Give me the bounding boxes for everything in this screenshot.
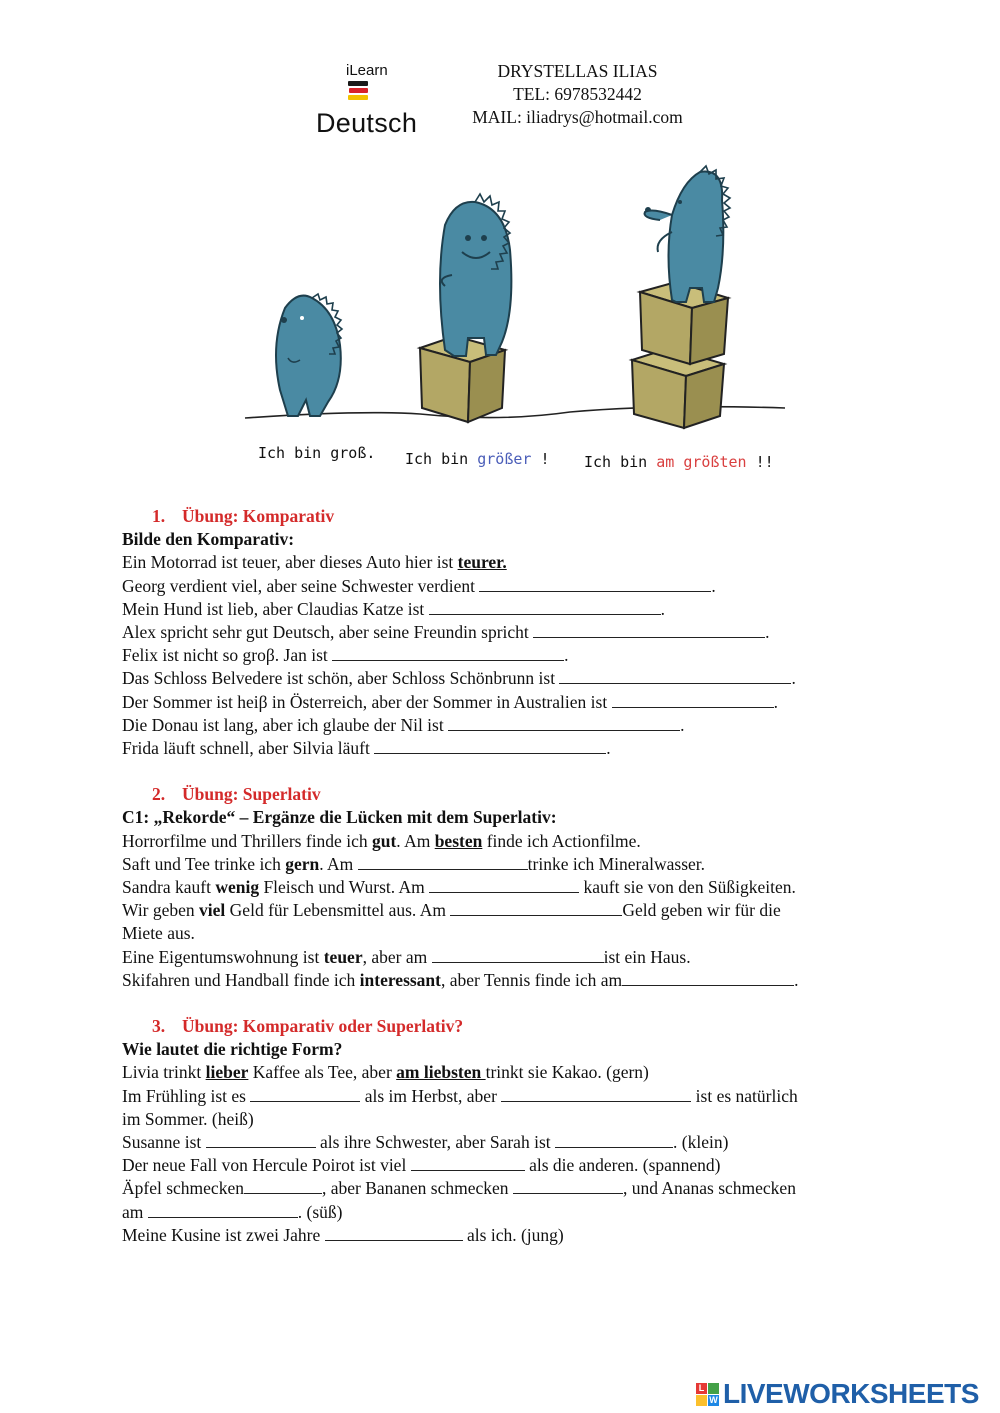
answer-blank[interactable] bbox=[429, 600, 661, 615]
answer-blank[interactable] bbox=[479, 577, 711, 592]
answer-blank[interactable] bbox=[411, 1156, 525, 1171]
caption-superlative-suffix: !! bbox=[746, 453, 774, 471]
middle-hedgehog-icon bbox=[440, 194, 511, 356]
item-text: trinke ich Mineralwasser. bbox=[527, 853, 706, 874]
book-stack-icon bbox=[348, 81, 368, 102]
item-text: Georg verdient viel, aber seine Schwester verdient bbox=[122, 575, 480, 596]
item-text: Geld geben wir für die bbox=[622, 900, 781, 921]
ilearn-deutsch-logo bbox=[316, 62, 428, 140]
item-punctuation: . bbox=[680, 714, 685, 735]
exercise-2-item bbox=[122, 969, 922, 992]
exercise-1-title: Übung: Komparativ bbox=[182, 506, 335, 526]
contact-tel: TEL: 6978532442 bbox=[513, 84, 642, 104]
contact-mail: MAIL: iliadrys@hotmail.com bbox=[472, 107, 683, 127]
item-keyword: wenig bbox=[215, 877, 260, 898]
caption-comparative-prefix: Ich bin bbox=[405, 450, 478, 468]
logo-cell-l: L bbox=[696, 1383, 707, 1394]
answer-blank[interactable] bbox=[250, 1087, 360, 1102]
item-text: trinkt sie Kakao. (gern) bbox=[485, 1062, 649, 1083]
exercise-3-item bbox=[122, 1085, 922, 1108]
exercise-1-item bbox=[122, 575, 922, 598]
exercise-1-heading bbox=[122, 505, 922, 528]
answer-blank[interactable] bbox=[622, 971, 794, 986]
logo-top-text: iLearn bbox=[346, 62, 388, 79]
caption-superlative bbox=[584, 453, 774, 471]
answer-blank[interactable] bbox=[358, 855, 528, 870]
exercise-2-item bbox=[122, 853, 922, 876]
answer-blank[interactable] bbox=[555, 1133, 673, 1148]
answer-blank[interactable] bbox=[325, 1226, 463, 1241]
example-answer: am liebsten bbox=[396, 1062, 486, 1083]
item-text: Alex spricht sehr gut Deutsch, aber seine Freundin spricht bbox=[122, 622, 534, 643]
item-keyword: interessant bbox=[359, 969, 441, 990]
answer-blank[interactable] bbox=[374, 739, 606, 754]
exercise-2-heading bbox=[122, 783, 922, 806]
answer-blank[interactable] bbox=[559, 669, 791, 684]
answer-blank[interactable] bbox=[450, 901, 622, 916]
logo-cell-w: W bbox=[709, 1395, 718, 1405]
item-punctuation: . bbox=[660, 598, 666, 619]
item-text: . (klein) bbox=[673, 1132, 729, 1153]
caption-superlative-word: am größten bbox=[656, 453, 747, 471]
exercise-3-example bbox=[122, 1061, 922, 1084]
item-text: , aber Bananen schmecken bbox=[321, 1178, 513, 1199]
caption-superlative-prefix: Ich bin bbox=[584, 453, 657, 471]
item-text: Horrorfilme und Thrillers finde ich bbox=[122, 830, 372, 851]
item-text: als im Herbst, aber bbox=[360, 1085, 502, 1106]
exercise-2-item bbox=[122, 830, 922, 853]
item-text: Eine Eigentumswohnung ist bbox=[122, 946, 324, 967]
item-punctuation: . bbox=[711, 575, 716, 596]
liveworksheets-brand: LIVEWORKSHEETS bbox=[723, 1378, 979, 1409]
item-punctuation: . bbox=[765, 622, 770, 643]
exercise-1-item bbox=[122, 644, 922, 667]
exercise-1-item bbox=[122, 667, 922, 690]
hedgehog-drawing bbox=[240, 160, 800, 490]
hedgehog-illustration bbox=[240, 160, 800, 490]
item-text: Mein Hund ist lieb, aber Claudias Katze ist bbox=[122, 598, 429, 619]
exercise-3-item bbox=[122, 1177, 922, 1200]
exercise-3-heading bbox=[122, 1015, 922, 1038]
item-text: ist es natürlich bbox=[691, 1085, 798, 1106]
exercise-3-item bbox=[122, 1154, 922, 1177]
exercise-3-number: 3. bbox=[152, 1016, 166, 1037]
item-text: Der Sommer ist heiβ in Österreich, aber der Sommer in Australien ist bbox=[122, 691, 612, 712]
caption-comparative-word: größer bbox=[477, 450, 532, 468]
item-keyword: gut bbox=[371, 830, 397, 851]
item-text: als ihre Schwester, aber Sarah ist bbox=[315, 1132, 555, 1153]
answer-blank[interactable] bbox=[513, 1179, 623, 1194]
item-text: ist ein Haus. bbox=[603, 946, 691, 967]
item-keyword: teuer bbox=[323, 946, 363, 967]
item-text: , aber am bbox=[362, 946, 432, 967]
item-text: Saft und Tee trinke ich bbox=[122, 853, 286, 874]
exercise-1-item bbox=[122, 621, 922, 644]
exercise-2-item bbox=[122, 946, 922, 969]
item-text: Meine Kusine ist zwei Jahre bbox=[122, 1224, 325, 1245]
exercise-2-title: Übung: Superlativ bbox=[182, 784, 321, 805]
item-text: Frida läuft schnell, aber Silvia läuft bbox=[122, 738, 375, 759]
item-text: Der neue Fall von Hercule Poirot ist viel bbox=[122, 1155, 411, 1176]
item-text: , aber Tennis finde ich am bbox=[441, 969, 623, 990]
example-text: Ein Motorrad ist teuer, aber dieses Auto hier ist bbox=[122, 552, 458, 573]
item-punctuation: . bbox=[773, 691, 778, 712]
exercise-2-item bbox=[122, 876, 922, 899]
logo-bottom-text: Deutsch bbox=[316, 108, 418, 138]
item-text: als die anderen. (spannend) bbox=[524, 1155, 721, 1176]
item-text: am bbox=[122, 1201, 148, 1222]
exercise-1-item bbox=[122, 737, 922, 760]
item-text: Wir geben bbox=[122, 900, 200, 921]
exercise-3-title: Übung: Komparativ oder Superlativ? bbox=[182, 1016, 464, 1037]
exercise-1-item bbox=[122, 691, 922, 714]
item-text: Das Schloss Belvedere ist schön, aber Schloss Schönbrunn ist bbox=[122, 668, 560, 689]
item-text: . Am bbox=[396, 830, 435, 851]
tallest-hedgehog-icon bbox=[645, 166, 730, 302]
item-text: Livia trinkt bbox=[122, 1062, 206, 1083]
answer-blank[interactable] bbox=[244, 1179, 322, 1194]
exercise-1-instruction: Bilde den Komparativ: bbox=[122, 529, 295, 550]
exercise-1-example bbox=[122, 551, 922, 574]
item-text: Äpfel schmecken bbox=[122, 1178, 244, 1199]
item-text: . Am bbox=[319, 853, 358, 874]
item-text: Fleisch und Wurst. Am bbox=[259, 877, 430, 898]
item-keyword: gern bbox=[285, 853, 320, 874]
answer-blank[interactable] bbox=[612, 693, 774, 708]
worksheet-content bbox=[122, 505, 922, 1247]
item-punctuation: . bbox=[794, 969, 799, 990]
exercise-2-item-continued: Miete aus. bbox=[122, 923, 195, 944]
item-text: Die Donau ist lang, aber ich glaube der Nil ist bbox=[122, 714, 449, 735]
answer-blank[interactable] bbox=[148, 1203, 298, 1218]
exercise-3-item bbox=[122, 1224, 922, 1247]
answer-blank[interactable] bbox=[432, 948, 604, 963]
item-text: Im Frühling ist es bbox=[122, 1085, 251, 1106]
exercise-2-instruction: C1: „Rekorde“ – Ergänze die Lücken mit dem Superlativ: bbox=[122, 807, 557, 828]
exercise-3-instruction: Wie lautet die richtige Form? bbox=[122, 1039, 343, 1060]
exercise-2-item bbox=[122, 899, 922, 922]
answer-blank[interactable] bbox=[533, 623, 765, 638]
exercise-1-item bbox=[122, 598, 922, 621]
contact-block bbox=[430, 60, 725, 129]
item-keyword: viel bbox=[199, 900, 226, 921]
example-answer: teurer. bbox=[457, 552, 507, 573]
caption-positive: Ich bin groß. bbox=[258, 444, 376, 462]
answer-blank[interactable] bbox=[501, 1087, 691, 1102]
small-hedgehog-icon bbox=[276, 294, 342, 416]
item-text: Skifahren und Handball finde ich bbox=[122, 969, 360, 990]
item-punctuation: . bbox=[564, 645, 569, 666]
exercise-3-item-continued bbox=[122, 1201, 922, 1224]
answer-blank[interactable] bbox=[332, 646, 564, 661]
item-text: kauft sie von den Süßigkeiten. bbox=[579, 877, 796, 898]
exercise-1-item bbox=[122, 714, 922, 737]
exercise-3-item bbox=[122, 1131, 922, 1154]
caption-comparative bbox=[405, 450, 550, 468]
item-text: Felix ist nicht so groβ. Jan ist bbox=[122, 645, 333, 666]
item-text: . (süß) bbox=[297, 1201, 343, 1222]
exercise-3-item-continued: im Sommer. (heiß) bbox=[122, 1108, 254, 1129]
item-punctuation: . bbox=[791, 668, 796, 689]
liveworksheets-logo[interactable] bbox=[696, 1378, 996, 1410]
answer-blank[interactable] bbox=[429, 878, 579, 893]
item-text: Sandra kauft bbox=[122, 877, 216, 898]
caption-comparative-suffix: ! bbox=[531, 450, 550, 468]
liveworksheets-icon bbox=[696, 1383, 720, 1407]
item-text: finde ich Actionfilme. bbox=[482, 830, 641, 851]
contact-name: DRYSTELLAS ILIAS bbox=[497, 61, 658, 81]
item-text: als ich. (jung) bbox=[462, 1224, 564, 1245]
exercise-1-number: 1. bbox=[152, 506, 166, 526]
example-answer: lieber bbox=[205, 1062, 249, 1083]
answer-blank[interactable] bbox=[206, 1133, 316, 1148]
example-answer: besten bbox=[434, 830, 483, 851]
item-text: Susanne ist bbox=[122, 1132, 206, 1153]
item-text: , und Ananas schmecken bbox=[622, 1178, 796, 1199]
item-text: Kaffee als Tee, aber bbox=[248, 1062, 397, 1083]
item-punctuation: . bbox=[606, 738, 611, 759]
item-text: Geld für Lebensmittel aus. Am bbox=[225, 900, 451, 921]
answer-blank[interactable] bbox=[448, 716, 680, 731]
exercise-2-number: 2. bbox=[152, 784, 166, 805]
